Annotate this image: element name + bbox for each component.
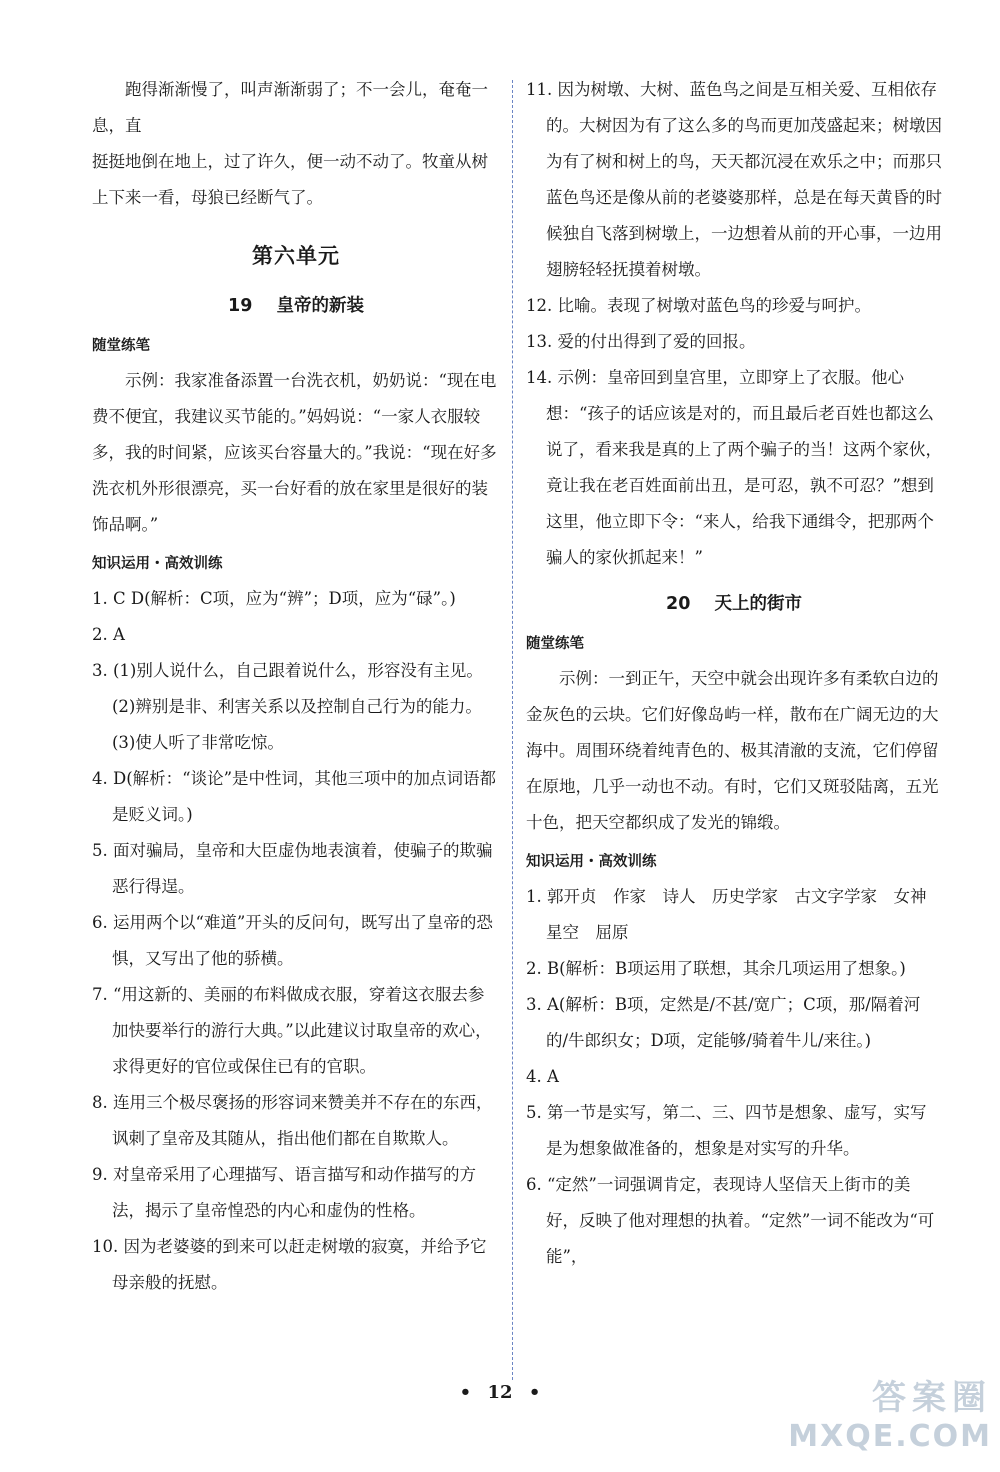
answer-item: 1. 郭开贞 作家 诗人 历史学家 古文字学家 女神 星空 屈原 xyxy=(526,887,943,942)
answer-item: 9. 对皇帝采用了心理描写、语言描写和动作描写的方法，揭示了皇帝惶恐的内心和虚伪的性格。 xyxy=(92,1165,476,1220)
section-title-training: 知识运用・高效训练 xyxy=(92,556,223,572)
answer-item: 11. 因为树墩、大树、蓝色鸟之间是互相关爱、互相依存的。大树因为有了这么多的鸟而更加茂盛起来；树墩因为有了树和树上的鸟，天天都沉浸在欢乐之中；而那只蓝色鸟还是像从前的老婆婆那样，总是在每天黄昏的时候独自飞落到树墩上，一边想着从前的开心事，一边用翅膀轻轻抚摸着树墩。 xyxy=(526,80,942,279)
answer-item: 7. “用这新的、美丽的布料做成衣服，穿着这衣服去参加快要举行的游行大典。”以此建议讨取皇帝的欢心，求得更好的官位或保住已有的官职。 xyxy=(92,985,492,1076)
intro-line: 跑得渐渐慢了，叫声渐渐弱了；不一会儿，奄奄一息，直 xyxy=(92,80,488,135)
lesson-number: 20 xyxy=(666,594,691,614)
intro-line: 挺挺地倒在地上，过了许久，便一动不动了。牧童从树 xyxy=(92,152,488,171)
answer-item: 14. 示例：皇帝回到皇宫里，立即穿上了衣服。他心想：“孩子的话应该是对的，而且最后老百姓也都这么说了，看来我是真的上了两个骗子的当！这两个家伙，竟让我在老百姓面前出丑，是可忍，孰不可忍？”想到这里，他立即下令：“来人，给我下通缉令，把那两个骗人的家伙抓起来！” xyxy=(526,368,942,567)
lesson-number: 19 xyxy=(228,296,253,316)
answer-item: 8. 连用三个极尽褒扬的形容词来赞美并不存在的东西，讽刺了皇帝及其随从，指出他们都在自欺欺人。 xyxy=(92,1093,493,1148)
answer-item: 4. A xyxy=(526,1067,559,1086)
practice-text: 示例：一到正午，天空中就会出现许多有柔软白边的金灰色的云块。它们好像岛屿一样，散布在广阔无边的大海中。周围环绕着纯青色的、极其清澈的支流，它们停留在原地，几乎一动也不动。有时，它们又斑驳陆离，五光十色，把天空都织成了发光的锦缎。 xyxy=(526,669,939,832)
answer-item: 5. 面对骗局，皇帝和大臣虚伪地表演着，使骗子的欺骗恶行得逞。 xyxy=(92,841,493,896)
column-divider xyxy=(512,80,513,1380)
answer-item: 6. “定然”一词强调肯定，表现诗人坚信天上街市的美好，反映了他对理想的执着。“定然”一词不能改为“可能”， xyxy=(526,1175,935,1266)
answer-item: 12. 比喻。表现了树墩对蓝色鸟的珍爱与呵护。 xyxy=(526,296,871,315)
answer-item: 1. C D(解析：C项，应为“辨”；D项，应为“碌”。) xyxy=(92,589,456,608)
answer-item: 13. 爱的付出得到了爱的回报。 xyxy=(526,332,756,351)
answer-item: 2. B(解析：B项运用了联想，其余几项运用了想象。) xyxy=(526,959,906,978)
lesson-name: 天上的街市 xyxy=(714,594,802,614)
watermark-logo xyxy=(752,1370,992,1466)
answer-item: 6. 运用两个以“难道”开头的反问句，既写出了皇帝的恐惧，又写出了他的骄横。 xyxy=(92,913,493,968)
lesson-title xyxy=(526,590,942,615)
watermark-url: MXQE.COM xyxy=(788,1419,992,1454)
answer-subitem: (2)辨别是非、利害关系以及控制自己行为的能力。 xyxy=(112,697,482,716)
answer-item: 4. D(解析：“谈论”是中性词，其他三项中的加点词语都是贬义词。) xyxy=(92,769,497,824)
lesson-name: 皇帝的新装 xyxy=(276,296,364,316)
section-title-practice: 随堂练笔 xyxy=(92,338,150,354)
watermark-text: 答案圈 xyxy=(872,1378,992,1418)
answer-item: 3. A(解析：B项，定然是/不甚/宽广；C项，那/隔着河的/牛郎织女；D项，定能够/骑着牛儿/来往。) xyxy=(526,995,921,1050)
section-title-practice: 随堂练笔 xyxy=(526,636,584,652)
intro-line: 上下来一看，母狼已经断气了。 xyxy=(92,188,323,207)
footer-dot: • xyxy=(459,1382,472,1403)
unit-title: 第六单元 xyxy=(252,244,340,268)
right-column xyxy=(526,72,942,1275)
left-column xyxy=(92,72,500,1301)
answer-item: 10. 因为老婆婆的到来可以赶走树墩的寂寞，并给予它母亲般的抚慰。 xyxy=(92,1237,487,1292)
answer-subitem: (3)使人听了非常吃惊。 xyxy=(112,733,284,752)
section-title-training: 知识运用・高效训练 xyxy=(526,854,657,870)
practice-text: 示例：我家准备添置一台洗衣机，奶奶说：“现在电费不便宜，我建议买节能的。”妈妈说：“一家人衣服较多，我的时间紧，应该买台容量大的。”我说：“现在好多洗衣机外形很漂亮，买一台好看的放在家里是很好的装饰品啊。” xyxy=(92,371,497,534)
lesson-title xyxy=(92,292,500,317)
answer-item: 2. A xyxy=(92,625,125,644)
page-number: 12 xyxy=(487,1382,513,1403)
footer-dot: • xyxy=(528,1382,541,1403)
answer-item: 5. 第一节是实写，第二、三、四节是想象、虚写，实写是为想象做准备的，想象是对实写的升华。 xyxy=(526,1103,927,1158)
answer-item: 3. (1)别人说什么，自己跟着说什么，形容没有主见。 xyxy=(92,661,483,680)
